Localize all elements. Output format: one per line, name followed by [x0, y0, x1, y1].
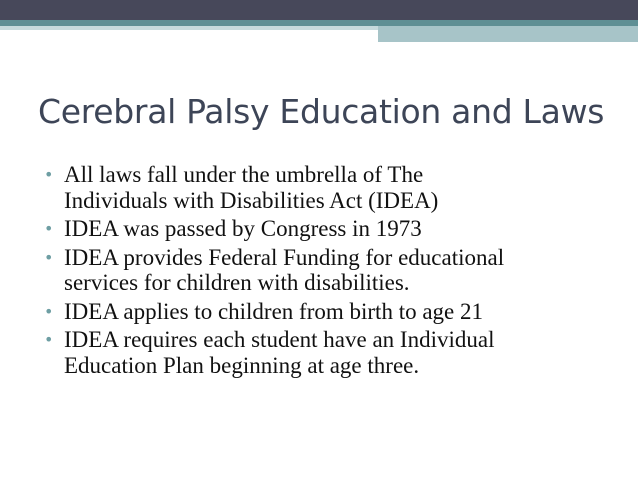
bullet-text-line: All laws fall under the umbrella of The	[64, 162, 424, 187]
bullet-item	[44, 245, 628, 296]
bullet-text-line: IDEA applies to children from birth to age 21	[64, 298, 484, 324]
bullet-icon: •	[44, 247, 54, 267]
bullet-icon: •	[44, 219, 54, 238]
header-band-dark	[0, 0, 638, 20]
bullet-text-line: Education Plan beginning at age three.	[64, 352, 420, 378]
bullet-text-line: IDEA requires each student have an Individual	[64, 327, 495, 352]
bullet-item	[44, 162, 628, 213]
bullet-text-line: IDEA was passed by Congress in 1973	[64, 216, 422, 241]
slide-title: Cerebral Palsy Education and Laws	[38, 92, 605, 131]
bullet-icon: •	[44, 301, 54, 321]
bullet-item	[44, 327, 628, 378]
bullet-text-line: IDEA provides Federal Funding for educational	[64, 244, 505, 270]
bullet-text-line: services for children with disabilities.	[64, 270, 410, 295]
bullet-item	[44, 299, 628, 325]
header-band-light	[0, 26, 378, 30]
bullet-icon: •	[44, 330, 54, 349]
bullet-icon: •	[44, 165, 54, 184]
bullet-item	[44, 216, 628, 242]
header-band-accent	[378, 26, 638, 42]
bullet-list	[44, 162, 628, 381]
bullet-text-line: Individuals with Disabilities Act (IDEA)	[64, 187, 439, 213]
